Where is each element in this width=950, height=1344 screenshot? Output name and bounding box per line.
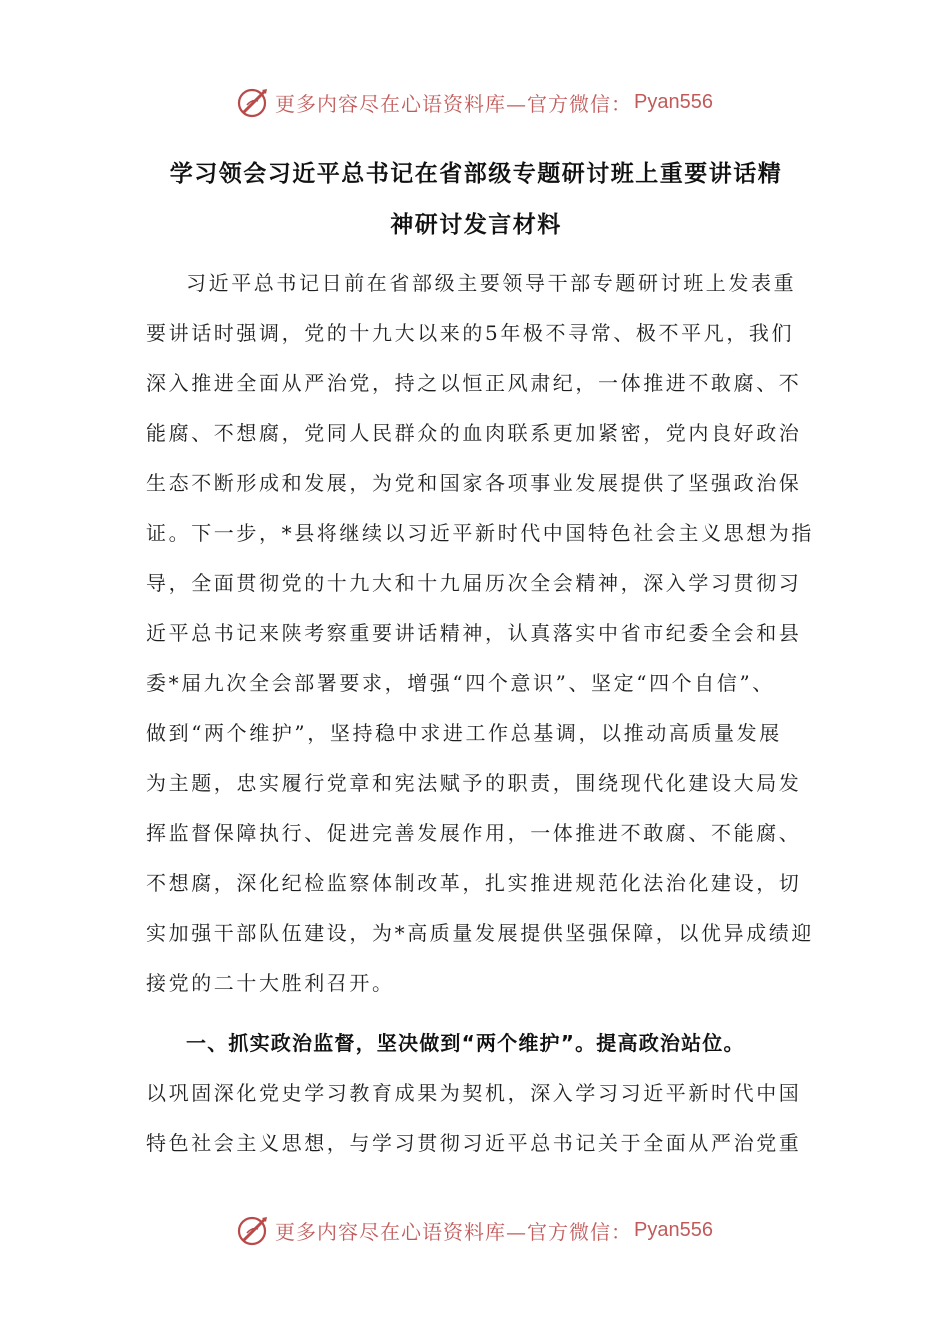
- banner-text: 更多内容尽在心语资料库—官方微信：: [275, 1219, 633, 1244]
- paragraph-line: 挥监督保障执行、促进完善发展作用，一体推进不敢腐、不能腐、: [146, 821, 802, 845]
- footer-banner: [0, 1210, 950, 1250]
- paragraph-line: 特色社会主义思想，与学习贯彻习近平总书记关于全面从严治党重: [146, 1131, 802, 1155]
- paragraph-line: 接党的二十大胜利召开。: [146, 971, 395, 995]
- paragraph-line: 习近平总书记日前在省部级主要领导干部专题研讨班上发表重: [186, 271, 797, 295]
- paragraph-line: 为主题，忠实履行党章和宪法赋予的职责，围绕现代化建设大局发: [146, 771, 802, 795]
- paragraph-line: 证。下一步，*县将继续以习近平新时代中国特色社会主义思想为指: [146, 521, 814, 545]
- paragraph-line: 深入推进全面从严治党，持之以恒正风肃纪，一体推进不敢腐、不: [146, 371, 802, 395]
- paragraph-line: 实加强干部队伍建设，为*高质量发展提供坚强保障，以优异成绩迎: [146, 921, 814, 945]
- paragraph-line: 导，全面贯彻党的十九大和十九届历次全会精神，深入学习贯彻习: [146, 571, 802, 595]
- paragraph-line: 能腐、不想腐，党同人民群众的血肉联系更加紧密，党内良好政治: [146, 421, 802, 445]
- document-title-line-2: 神研讨发言材料: [390, 212, 562, 238]
- paragraph-line: 不想腐，深化纪检监察体制改革，扎实推进规范化法治化建设，切: [146, 871, 802, 895]
- banner-text: 更多内容尽在心语资料库—官方微信：: [275, 91, 633, 116]
- paragraph-line: 以巩固深化党史学习教育成果为契机，深入学习习近平新时代中国: [146, 1081, 802, 1105]
- paragraph-line: 生态不断形成和发展，为党和国家各项事业发展提供了坚强政治保: [146, 471, 802, 495]
- paragraph-line: 近平总书记来陕考察重要讲话精神，认真落实中省市纪委全会和县: [146, 621, 802, 645]
- section-heading: 一、抓实政治监督，坚决做到“两个维护”。提高政治站位。: [186, 1031, 745, 1055]
- header-banner: [0, 82, 950, 122]
- paragraph-line: 委*届九次全会部署要求，增强“四个意识”、坚定“四个自信”、: [146, 671, 775, 695]
- wechat-id: Pyan556: [634, 90, 713, 113]
- pen-logo-icon: [237, 85, 271, 119]
- paragraph-line: 做到“两个维护”，坚持稳中求进工作总基调，以推动高质量发展: [146, 721, 782, 745]
- document-title-line-1: 学习领会习近平总书记在省部级专题研讨班上重要讲话精: [169, 161, 783, 187]
- paragraph-line: 要讲话时强调，党的十九大以来的5年极不寻常、极不平凡，我们: [146, 321, 795, 345]
- wechat-id: Pyan556: [634, 1218, 713, 1241]
- pen-logo-icon: [237, 1213, 271, 1247]
